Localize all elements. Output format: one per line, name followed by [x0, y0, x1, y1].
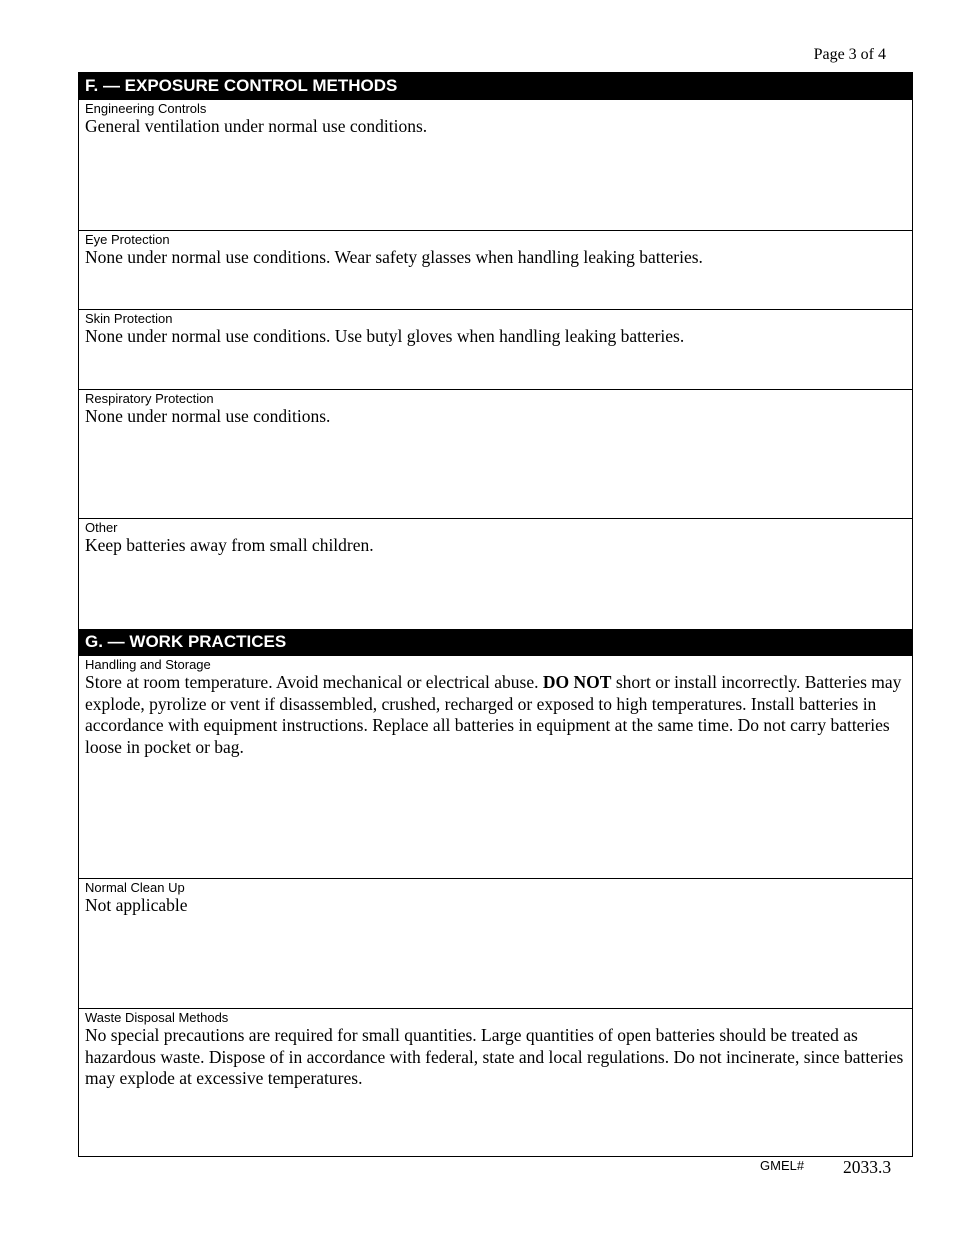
field-value: No special precautions are required for small quantities. Large quantities of open batteries should be treated as hazardous waste. Dispose of in accordance with federal, state and local regulations. Do not incinerate, since batteries may explode at excessive temperatures. [85, 1025, 904, 1088]
field-respiratory-protection [79, 390, 912, 519]
field-handling-storage [79, 656, 912, 879]
field-label: Skin Protection [85, 311, 173, 326]
field-label: Eye Protection [85, 232, 170, 247]
handling-warning-bold: DO NOT [542, 672, 612, 692]
section-g-header: G. — WORK PRACTICES [79, 629, 912, 656]
handling-text-end: short or install incorrectly. Batteries may explode, pyrolize or vent if disassembled, crushed, recharged or exposed to high temperatures. Install batteries in accordance with equipment instructions. Replace all batteries in equipment at the same time. Do not carry batteries loose in pocket or bag. [85, 672, 902, 757]
field-eye-protection [79, 231, 912, 310]
gmel-number: 2033.3 [843, 1157, 892, 1177]
field-value: None under normal use conditions. [85, 406, 331, 426]
handling-text-start: Store at room temperature. Avoid mechanical or electrical abuse. [85, 672, 543, 692]
section-f-header: F. — EXPOSURE CONTROL METHODS [79, 73, 912, 100]
gmel-label: GMEL# [760, 1158, 805, 1173]
msds-form [78, 72, 913, 1157]
field-skin-protection [79, 310, 912, 390]
field-other [79, 519, 912, 629]
field-engineering-controls [79, 100, 912, 231]
field-value: Not applicable [85, 895, 188, 915]
page-number: Page 3 of 4 [813, 46, 886, 63]
field-label: Waste Disposal Methods [85, 1010, 229, 1025]
field-label: Handling and Storage [85, 657, 211, 672]
field-label: Respiratory Protection [85, 391, 214, 406]
field-normal-clean-up [79, 879, 912, 1009]
field-value [85, 672, 906, 758]
field-label: Normal Clean Up [85, 880, 185, 895]
field-label: Other [85, 520, 118, 535]
field-value: Keep batteries away from small children. [85, 535, 374, 555]
field-value: General ventilation under normal use conditions. [85, 116, 428, 136]
field-label: Engineering Controls [85, 101, 207, 116]
field-value: None under normal use conditions. Use butyl gloves when handling leaking batteries. [85, 326, 685, 346]
field-value: None under normal use conditions. Wear safety glasses when handling leaking batteries. [85, 247, 703, 267]
field-waste-disposal [79, 1009, 912, 1156]
